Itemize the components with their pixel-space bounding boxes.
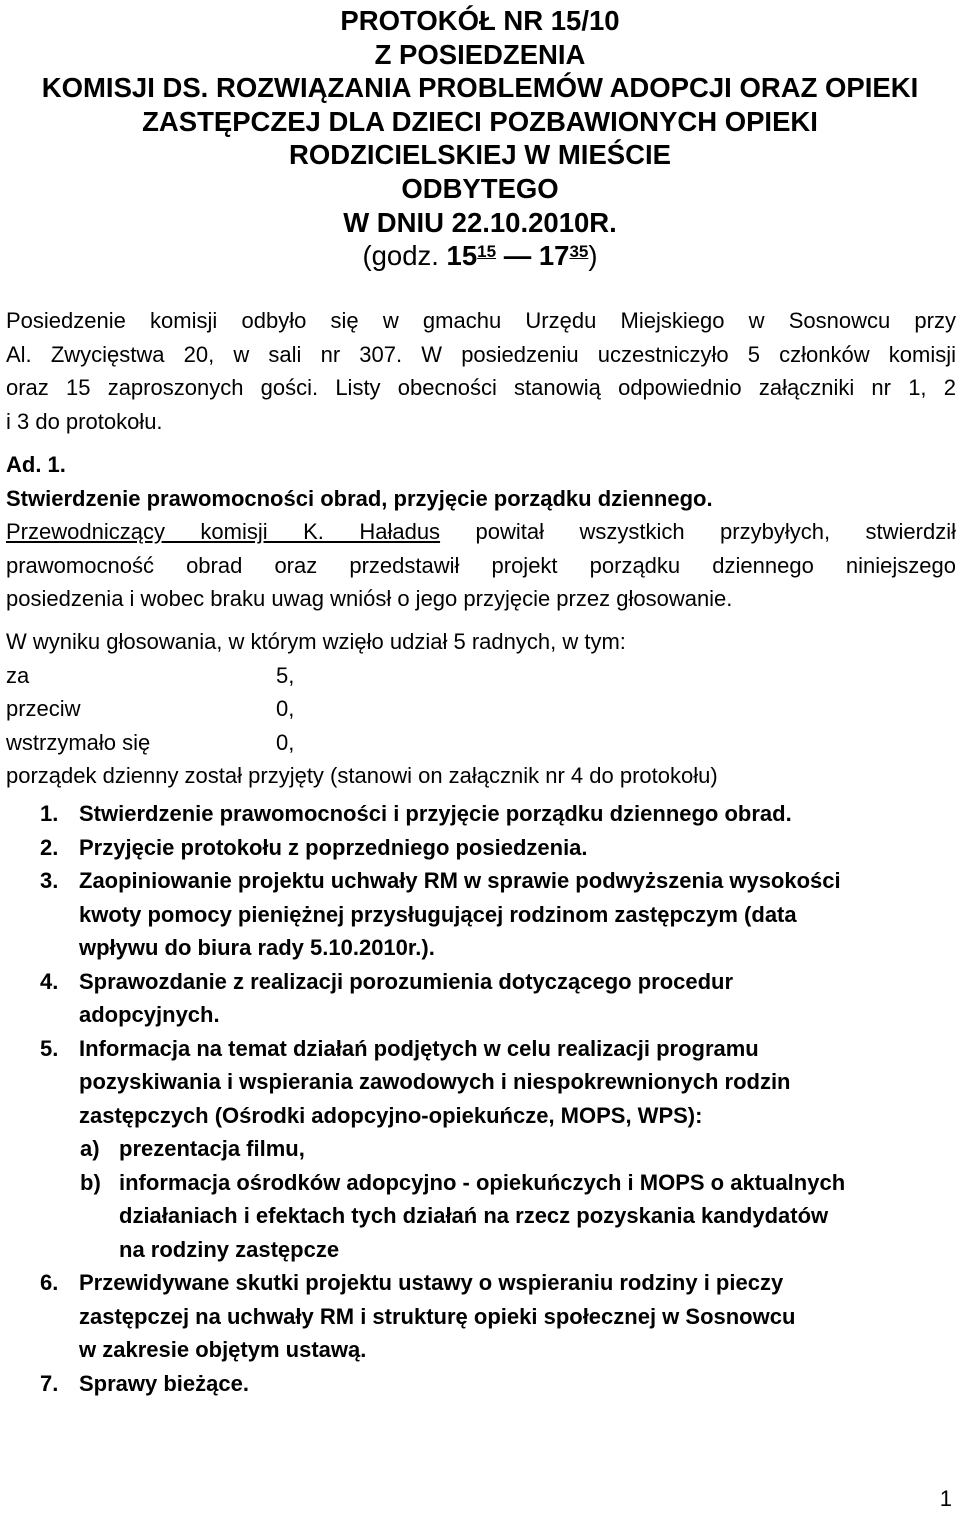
agenda-subitem-text: na rodziny zastępcze [119, 1236, 340, 1262]
time-start-minutes: 15 [477, 242, 497, 262]
vote-value: 0, [276, 696, 295, 721]
agenda-item-number: 4. [40, 968, 59, 994]
vote-row [6, 726, 718, 760]
vote-row [6, 659, 718, 693]
time-start-hour: 15 [446, 240, 478, 272]
agenda-item-number: 7. [40, 1370, 59, 1396]
agenda-subitem [0, 1132, 960, 1166]
vote-value: 0, [276, 729, 295, 755]
agenda-item-text: Przyjęcie protokołu z poprzedniego posiedzenia. [79, 834, 588, 860]
meeting-time [0, 239, 960, 273]
agenda-item-text: w zakresie objętym ustawą. [79, 1337, 367, 1362]
agenda-item-text: Sprawy bieżące. [79, 1370, 249, 1396]
agenda-item-number: 1. [40, 801, 59, 826]
time-prefix: (godz. [362, 240, 447, 272]
agenda-item-text: Zaopiniowanie projektu uchwały RM w sprawie podwyższenia wysokości [79, 868, 841, 893]
vote-section [6, 625, 718, 793]
agenda-item-text: wpływu do biura rady 5.10.2010r.). [79, 935, 435, 960]
vote-label: przeciw [6, 696, 81, 721]
title-line: ODBYTEGO [401, 172, 559, 204]
agenda-subitem-text: informacja ośrodków adopcyjno - opiekuńczych i MOPS o aktualnych [119, 1169, 846, 1195]
agenda-item [0, 965, 960, 1032]
ad1-line-rest: powitał wszystkich przybyłych, stwierdził [440, 519, 956, 544]
agenda-item-text: adopcyjnych. [79, 1002, 220, 1027]
agenda-item-number: 6. [40, 1270, 59, 1295]
intro-line: i 3 do protokołu. [6, 408, 163, 434]
agenda-item-number: 5. [40, 1035, 59, 1061]
vote-label: wstrzymało się [6, 729, 151, 755]
agenda-item-text: Przewidywane skutki projektu ustawy o wspieraniu rodziny i pieczy [79, 1270, 784, 1295]
agenda-list [0, 797, 960, 1400]
agenda-item [0, 1032, 960, 1133]
agenda-item-text: pozyskiwania i wspierania zawodowych i niespokrewnionych rodzin [79, 1069, 791, 1094]
vote-intro: W wyniku głosowania, w którym wzięło udział 5 radnych, w tym: [6, 629, 626, 654]
agenda-subitem-letter: a) [80, 1136, 100, 1161]
intro-line: Posiedzenie komisji odbyło się w gmachu Urzędu Miejskiego w Sosnowcu przy [6, 308, 956, 333]
agenda-item [0, 831, 960, 865]
vote-row [6, 692, 718, 726]
vote-result: porządek dzienny został przyjęty (stanowi on załącznik nr 4 do protokołu) [6, 763, 718, 788]
agenda-item-text: zastępczej na uchwały RM i strukturę opieki społecznej w Sosnowcu [79, 1303, 796, 1329]
document-title [0, 4, 960, 273]
intro-paragraph [6, 304, 956, 438]
time-suffix: ) [588, 240, 598, 272]
time-end-hour: 17 [538, 240, 570, 272]
chair-name: Przewodniczący komisji K. Haładus [6, 519, 441, 544]
title-line: KOMISJI DS. ROZWIĄZANIA PROBLEMÓW ADOPCJI ORAZ OPIEKI [41, 72, 919, 104]
time-separator: — [496, 240, 539, 272]
ad1-line [6, 515, 956, 549]
agenda-subitem-letter: b) [80, 1169, 101, 1195]
title-line: ZASTĘPCZEJ DLA DZIECI POZBAWIONYCH OPIEKI [142, 105, 818, 137]
agenda-subitem [0, 1166, 960, 1267]
agenda-item-text: Stwierdzenie prawomocności i przyjęcie porządku dziennego obrad. [79, 801, 792, 826]
ad1-line: posiedzenia i wobec braku uwag wniósł o jego przyjęcie przez głosowanie. [6, 586, 733, 611]
title-line: PROTOKÓŁ NR 15/10 [340, 5, 620, 36]
intro-line: Al. Zwycięstwa 20, w sali nr 307. W posiedzeniu uczestniczyło 5 członków komisji [6, 341, 956, 367]
agenda-item-text: Sprawozdanie z realizacji porozumienia dotyczącego procedur [79, 968, 734, 994]
agenda-item-text: kwoty pomocy pieniężnej przysługującej rodzinom zastępczym (data [79, 901, 797, 927]
agenda-subitem-text: działaniach i efektach tych działań na rzecz pozyskania kandydatów [119, 1203, 829, 1228]
intro-line: oraz 15 zaproszonych gości. Listy obecności stanowią odpowiednio załączniki nr 1, 2 [6, 375, 956, 400]
vote-value: 5, [276, 662, 295, 688]
agenda-item-number: 2. [40, 834, 59, 860]
ad1-heading: Ad. 1. [6, 452, 66, 477]
agenda-item [0, 864, 960, 965]
page-number: 1 [939, 1486, 952, 1511]
title-line: Z POSIEDZENIA [374, 38, 586, 70]
agenda-item [0, 1367, 960, 1401]
vote-label: za [6, 662, 30, 688]
title-line: RODZICIELSKIEJ W MIEŚCIE [289, 139, 671, 171]
ad1-subheading: Stwierdzenie prawomocności obrad, przyjęcie porządku dziennego. [6, 485, 713, 511]
agenda-subitem-text: prezentacja filmu, [119, 1136, 305, 1161]
ad1-line: prawomocność obrad oraz przedstawił projekt porządku dziennego niniejszego [6, 552, 956, 578]
ad1-section [6, 448, 956, 616]
time-end-minutes: 35 [569, 242, 589, 262]
meeting-date: W DNIU 22.10.2010R. [343, 206, 617, 238]
agenda-item [0, 797, 960, 831]
agenda-item-number: 3. [40, 868, 59, 893]
agenda-item-text: zastępczych (Ośrodki adopcyjno-opiekuńcze, MOPS, WPS): [79, 1102, 703, 1128]
agenda-item-text: Informacja na temat działań podjętych w celu realizacji programu [79, 1035, 759, 1061]
agenda-item [0, 1266, 960, 1367]
